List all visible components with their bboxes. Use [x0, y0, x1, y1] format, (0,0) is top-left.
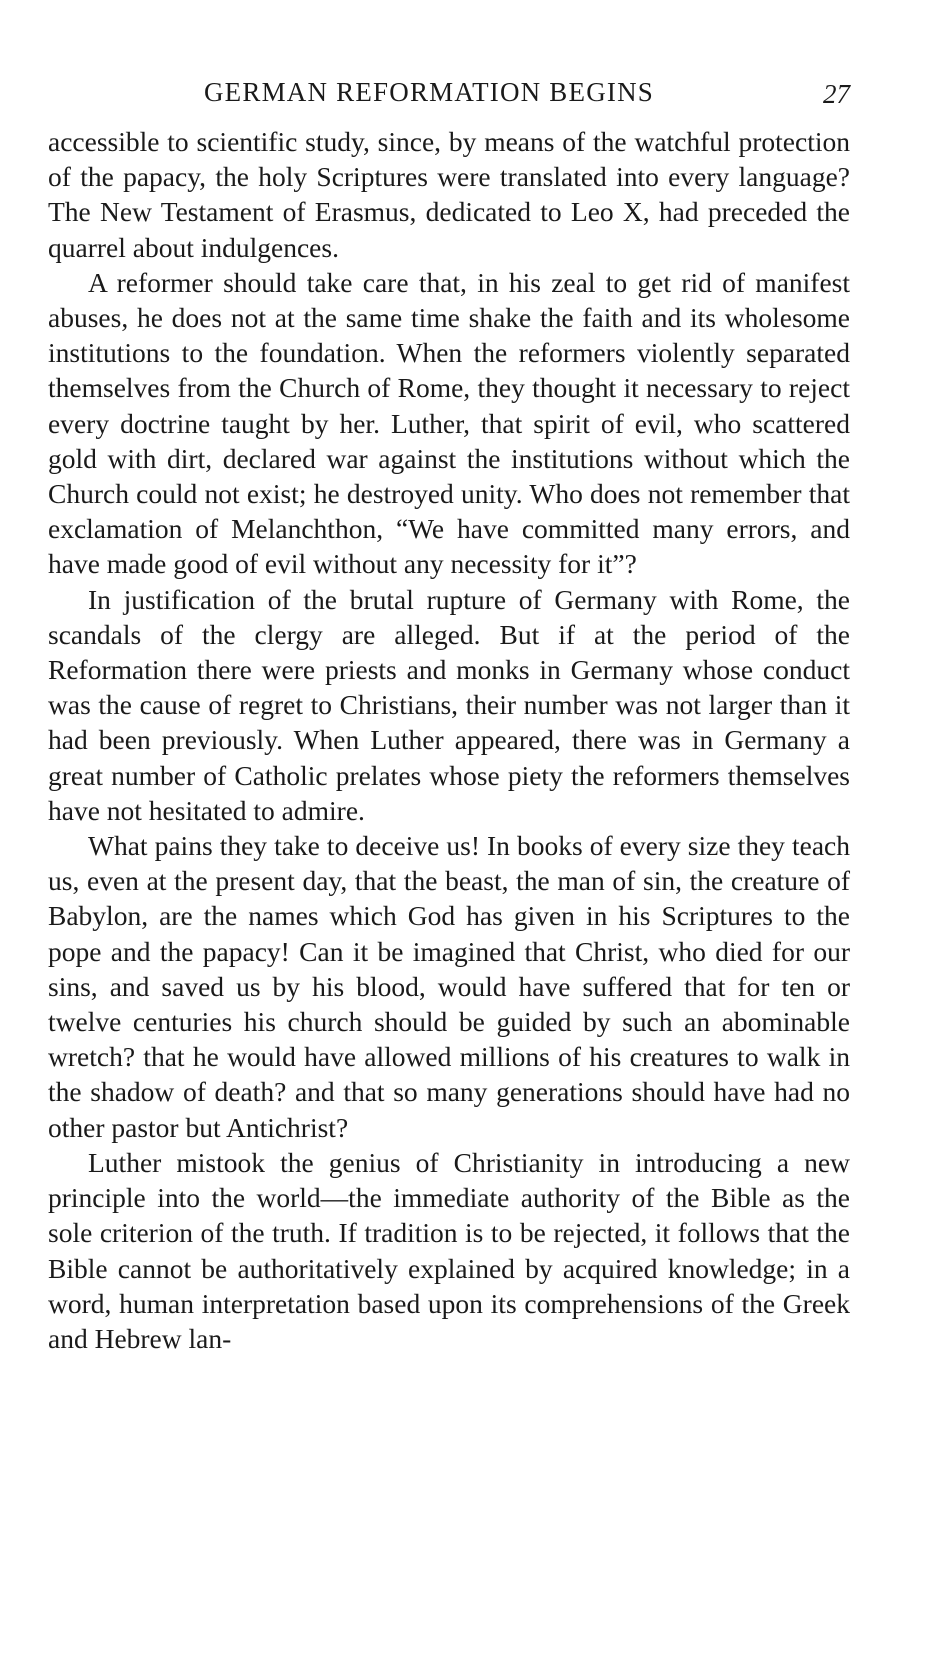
body-text: [48, 124, 850, 1356]
paragraph-3: In justification of the brutal rupture of Germany with Rome, the scandals of the clergy are alleged. But if at the period of the Reformation there were priests and monks in Germany whose conduct was the cause of regret to Christians, their number was not larger than it had been previously. When Luther appeared, there was in Germany a great number of Catholic prelates whose piety the reformers themselves have not hesitated to admire.: [48, 583, 850, 826]
page-number: 27: [823, 79, 850, 109]
paragraph-5: Luther mistook the genius of Christianity in introducing a new principle into the world—the immediate authority of the Bible as the sole criterion of the truth. If tradition is to be rejected, it follows that the Bible cannot be authoritatively explained by acquired knowledge; in a word, human interpretation based upon its comprehensions of the Greek and Hebrew lan-: [48, 1146, 850, 1354]
running-head: [48, 72, 850, 112]
book-page: [48, 72, 850, 1356]
paragraph-4: What pains they take to deceive us! In books of every size they teach us, even at the present day, that the beast, the man of sin, the creature of Babylon, are the names which God has given in his Scriptures to the pope and the papacy! Can it be imagined that Christ, who died for our sins, and saved us by his blood, would have suffered that for ten or twelve centuries his church should be guided by such an abominable wretch? that he would have allowed millions of his creatures to walk in the shadow of death? and that so many generations should have had no other pastor but Antichrist?: [48, 830, 850, 1143]
paragraph-2: A reformer should take care that, in his zeal to get rid of manifest abuses, he does not at the same time shake the faith and its wholesome institutions to the foundation. When the reformers violently separated themselves from the Church of Rome, they thought it necessary to reject every doctrine taught by her. Luther, that spirit of evil, who scattered gold with dirt, declared war against the institutions without which the Church could not exist; he destroyed unity. Who does not remember that exclamation of Melanchthon, “We have committed many errors, and have made good of evil without any necessity for it”?: [48, 266, 850, 580]
paragraph-1: accessible to scientific study, since, by means of the watchful protection of the papacy, the holy Scriptures were translated into every language? The New Testament of Erasmus, dedicated to Leo X, had preceded the quarrel about indulgences.: [48, 126, 850, 263]
running-title: GERMAN REFORMATION BEGINS: [203, 77, 655, 107]
